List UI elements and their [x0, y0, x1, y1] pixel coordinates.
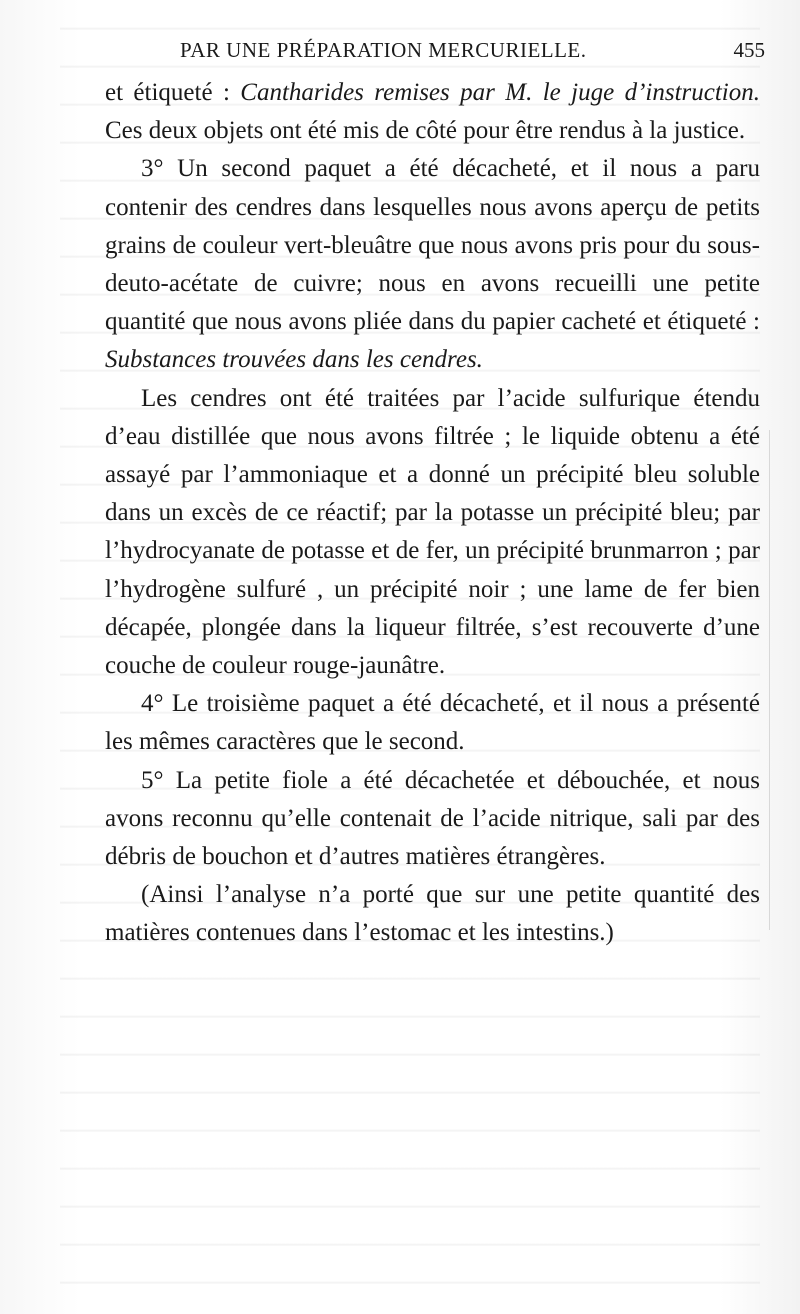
text-segment: Les cendres ont été traitées par l’acide sulfurique étendu d’eau distillée que nous avons filtrée ; le liquide obtenu a été assayé par l’ammoniaque et a donné un précipité bleu soluble dans un excès de ce réactif; par la potasse un précipité bleu; par l’hydrocyanate de potasse et de fer, un précipité brunmarron ; par l’hydrogène sulfuré , un précipité noir ; une lame de fer bien décapée, plongée dans la liqueur filtrée, s’est recouverte d’une couche de couleur rouge-jaunâtre.: [105, 384, 760, 680]
text-segment: (Ainsi l’analyse n’a porté que sur une petite quantité des matières contenues dans l’estomac et les intestins.): [105, 881, 760, 947]
page-number: 455: [733, 38, 765, 62]
running-title: PAR UNE PRÉPARATION MERCURIELLE.: [180, 38, 587, 62]
page-header: [180, 38, 765, 70]
paragraph-2: [105, 150, 760, 379]
page-edge-mark: [769, 430, 770, 930]
text-segment: et étiqueté :: [105, 79, 241, 106]
italic-segment: Substances trouvées dans les cendres.: [105, 346, 483, 374]
italic-segment: Cantharides remises par M. le juge d’instruction.: [240, 79, 760, 106]
paragraph-6: [105, 876, 760, 952]
text-segment: 5° La petite fiole a été décachetée et débouchée, et nous avons reconnu qu’elle contenait de l’acide nitrique, sali par des débris de bouchon et d’autres matières étrangères.: [105, 766, 760, 871]
text-segment: Ces deux objets ont été mis de côté pour être rendus à la justice.: [105, 117, 746, 145]
text-segment: 3° Un second paquet a été décacheté, et il nous a paru contenir des cendres dans lesquelles nous avons aperçu de petits grains de couleur vert-bleuâtre que nous avons pris pour du sous-deuto-acétate de cuivre; nous en avons recueilli une petite quantité que nous avons pliée dans du papier cacheté et étiqueté :: [105, 155, 760, 336]
paragraph-1: [105, 74, 760, 150]
paragraph-4: [105, 685, 760, 761]
paragraph-3: [105, 380, 760, 686]
paragraph-5: [105, 762, 760, 877]
text-segment: 4° Le troisième paquet a été décacheté, et il nous a présenté les mêmes caractères que le second.: [105, 690, 760, 756]
body-text: [105, 74, 760, 953]
